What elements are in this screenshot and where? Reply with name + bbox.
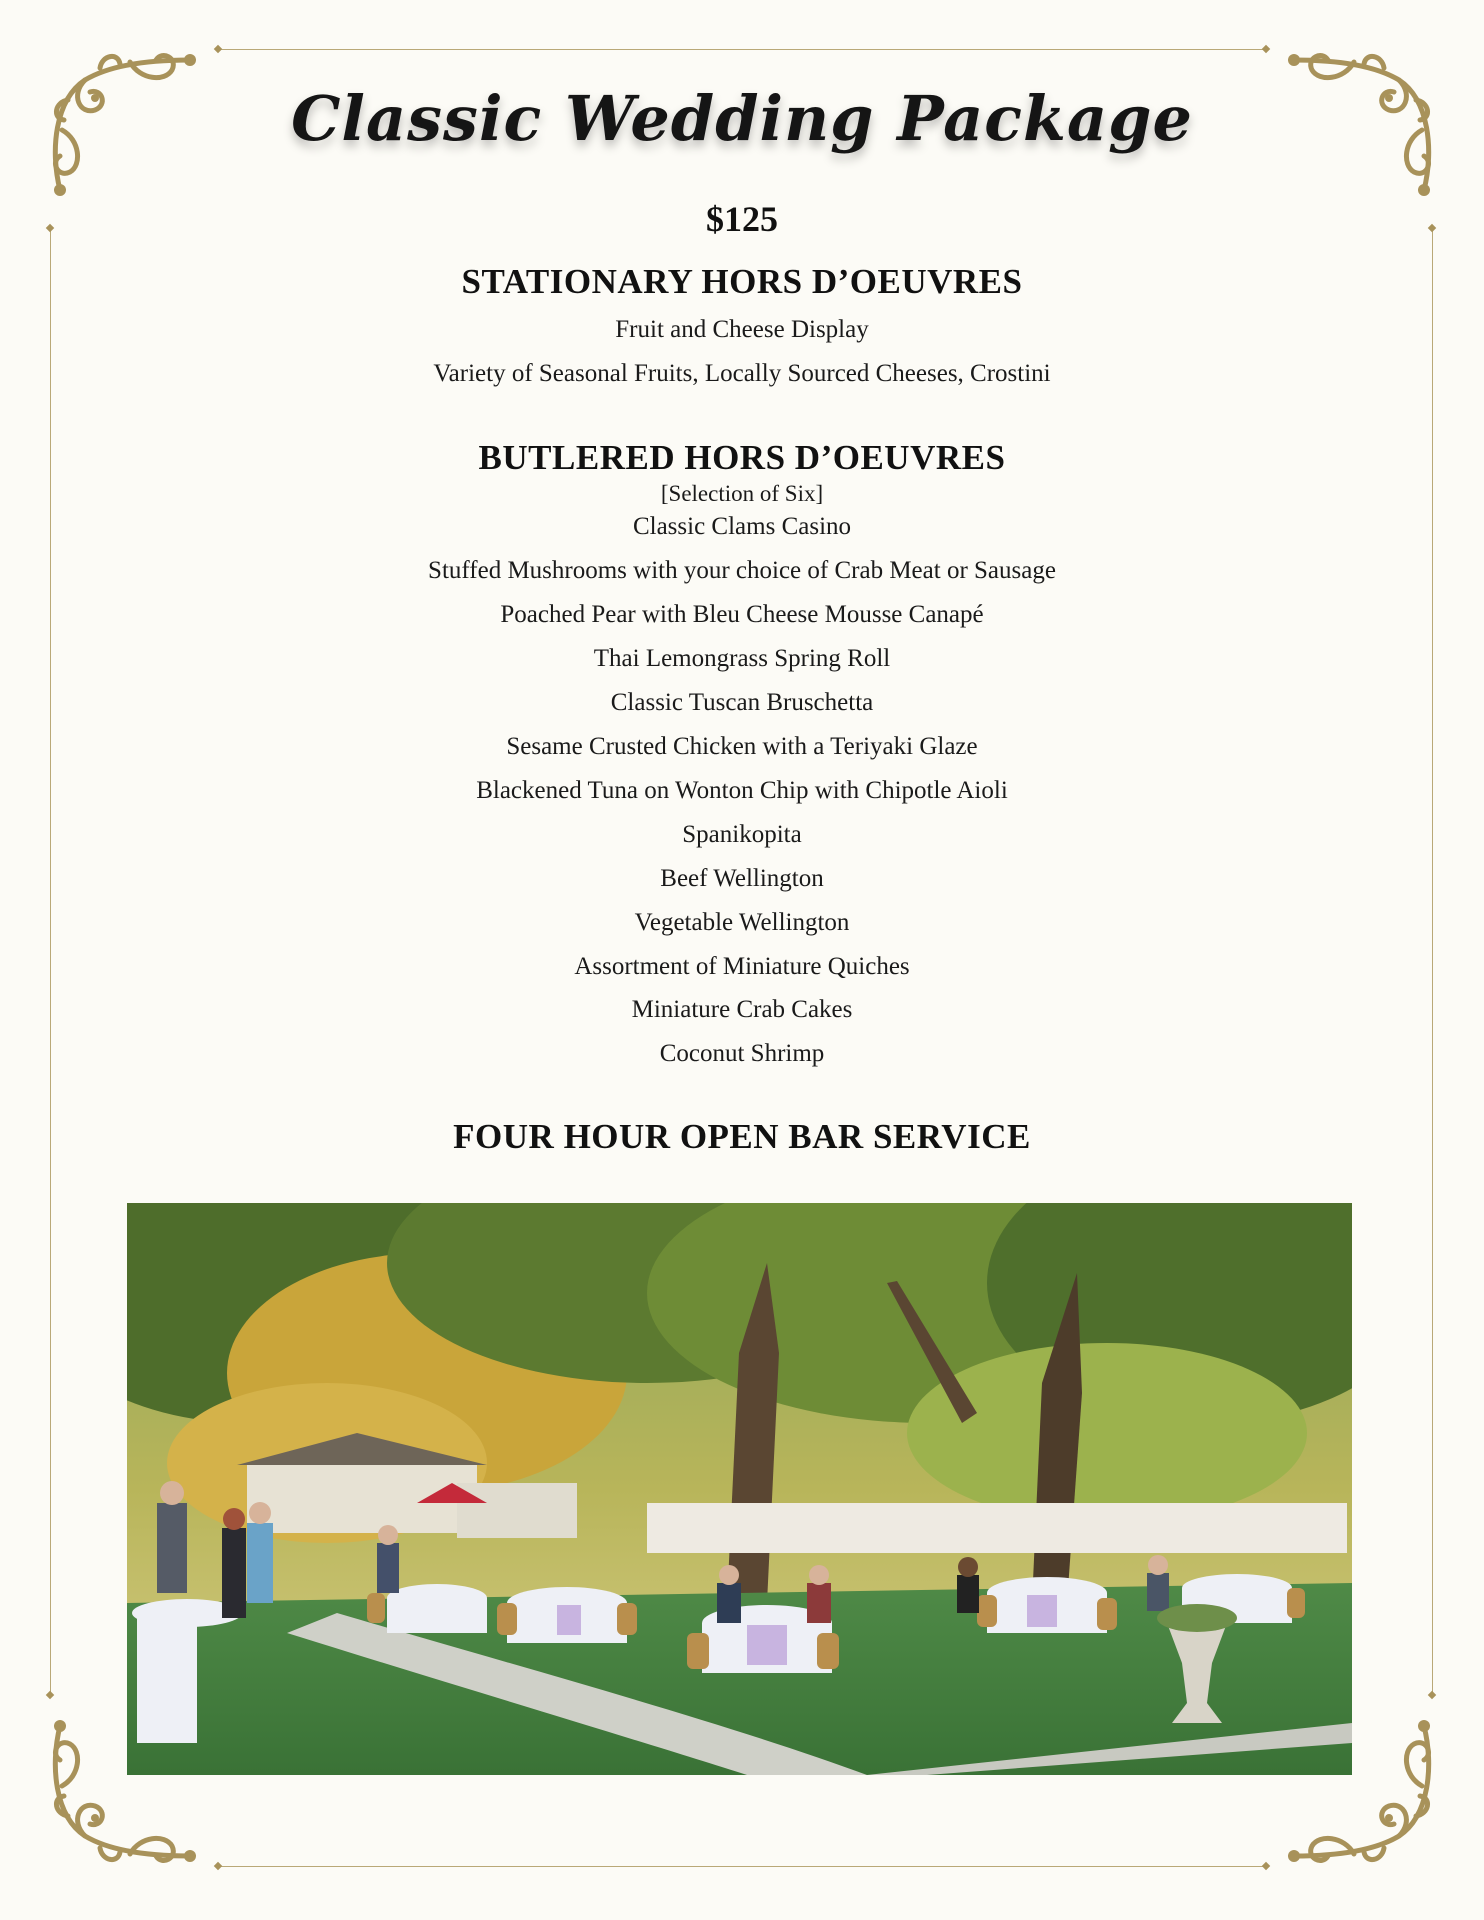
- frame-dot: [214, 1862, 222, 1870]
- menu-item: Assortment of Miniature Quiches: [574, 953, 910, 980]
- menu-item: Thai Lemongrass Spring Roll: [593, 645, 891, 672]
- frame-top-line: [218, 49, 1266, 50]
- menu-item: Fruit and Cheese Display: [615, 316, 869, 343]
- frame-dot: [1262, 1862, 1270, 1870]
- section-heading-bar: FOUR HOUR OPEN BAR SERVICE: [453, 1117, 1031, 1156]
- frame-dot: [46, 1691, 54, 1699]
- frame-dot: [214, 45, 222, 53]
- frame-dot: [1428, 1691, 1436, 1699]
- menu-item: Variety of Seasonal Fruits, Locally Sourced Cheeses, Crostini: [433, 360, 1051, 387]
- reception-photo: [127, 1203, 1352, 1775]
- menu-item: Beef Wellington: [660, 865, 824, 892]
- package-title: Classic Wedding Package: [291, 82, 1193, 155]
- menu-item: Poached Pear with Bleu Cheese Mousse Canapé: [500, 601, 984, 628]
- menu-item: Blackened Tuna on Wonton Chip with Chipotle Aioli: [476, 777, 1008, 804]
- menu-item: Classic Clams Casino: [632, 513, 852, 540]
- menu-item: Spanikopita: [682, 821, 802, 848]
- menu-item: Miniature Crab Cakes: [631, 996, 853, 1023]
- menu-item: Classic Tuscan Bruschetta: [610, 689, 874, 716]
- section-heading-butlered: BUTLERED HORS D’OEUVRES: [478, 438, 1006, 477]
- menu-item: Sesame Crusted Chicken with a Teriyaki Glaze: [506, 733, 978, 760]
- menu-item: Coconut Shrimp: [659, 1040, 825, 1067]
- menu-item: Stuffed Mushrooms with your choice of Crab Meat or Sausage: [428, 557, 1056, 584]
- package-price: $125: [706, 199, 778, 239]
- selection-note: [Selection of Six]: [660, 481, 824, 506]
- frame-bottom-line: [218, 1866, 1266, 1867]
- frame-dot: [1262, 45, 1270, 53]
- section-heading-stationary: STATIONARY HORS D’OEUVRES: [461, 262, 1023, 301]
- menu-item: Vegetable Wellington: [634, 909, 850, 936]
